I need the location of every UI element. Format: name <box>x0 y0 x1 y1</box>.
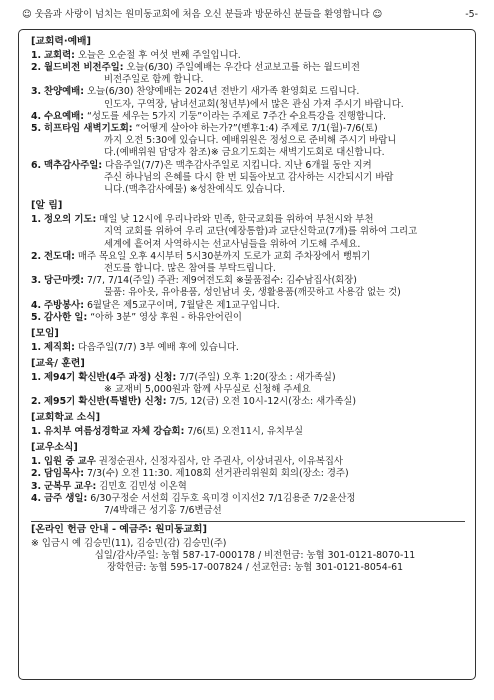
item-label: 감사한 일: <box>44 311 88 323</box>
item-list <box>31 456 465 517</box>
list-item <box>31 123 465 160</box>
list-item <box>31 50 465 62</box>
item-number: 6. <box>31 159 42 171</box>
page-header <box>22 9 478 23</box>
item-body <box>44 372 465 396</box>
welcome-tagline: ☺ 웃음과 사랑이 넘치는 원미동교회에 처음 오신 분들과 방문하신 분들을 환영합니다 ☺ <box>22 9 383 20</box>
item-label: 담임목사: <box>44 468 84 480</box>
list-item <box>31 300 465 312</box>
item-line <box>44 372 465 384</box>
item-label: 당근마켓: <box>44 275 84 287</box>
item-line <box>44 184 465 196</box>
item-body <box>44 481 465 493</box>
list-item <box>31 396 465 408</box>
item-label: 금주 생일: <box>44 492 88 504</box>
item-line <box>44 147 465 159</box>
item-line <box>44 493 465 505</box>
item-text: 지역 교회를 위하여 우리 교단(예장통합)과 교단신학교(7개)를 위하여 그리고 <box>104 226 418 238</box>
item-line <box>44 123 465 135</box>
list-item <box>31 111 465 123</box>
item-label: 맥추감사주일: <box>44 159 103 171</box>
section-education <box>31 358 465 408</box>
item-label: 입원 중 교우 <box>44 456 96 468</box>
item-line <box>44 384 465 396</box>
item-text: 다음주일(7/7) 3부 예배 후에 있습니다. <box>77 341 239 353</box>
item-number: 1. <box>31 456 42 468</box>
item-number: 3. <box>31 86 42 98</box>
item-text: 7/4박래근 성기홍 7/6변금선 <box>104 504 222 516</box>
item-label: 주방봉사: <box>44 299 84 311</box>
item-label: 히프타임 새벽기도회: <box>44 123 133 135</box>
item-line <box>44 251 465 263</box>
item-text: 매주 목요일 오후 4시부터 5시30분까지 도로가 교회 주차장에서 뻥튀기 <box>77 250 371 262</box>
section-title: [교회력·예배] <box>31 36 91 47</box>
item-text: 세계에 흩어져 사역하시는 선교사님들을 위하여 기도해 주세요. <box>104 238 361 250</box>
item-line <box>44 86 465 98</box>
item-body <box>44 214 465 251</box>
item-line <box>44 99 465 111</box>
item-line <box>44 300 465 312</box>
item-body <box>44 62 465 86</box>
item-number: 2. <box>31 61 42 73</box>
item-text: ※ 교재비 5,000원과 함께 사무실로 신청해 주세요 <box>104 383 311 395</box>
item-list <box>31 426 465 438</box>
item-body <box>44 456 465 468</box>
section-title: [모임] <box>31 328 59 340</box>
offering-note: ※ 입금시 예 김승민(11), 김승민(감) 김승민(주) <box>31 537 227 549</box>
item-body <box>44 396 465 408</box>
account-line: 십일/감사/주일: 농협 587-17-000178 / 비전헌금: 농협 301-0121-8070-11 <box>94 550 416 562</box>
item-text: 오늘(6/30) 찬양예배는 2024년 전반기 새가족 환영회로 드립니다. <box>86 86 360 98</box>
item-text: “어떻게 살아야 하는가?”(벧후1:4) 주제로 7/1(월)-7/6(토) <box>135 123 378 135</box>
item-line <box>44 111 465 123</box>
item-body <box>44 86 465 110</box>
list-item <box>31 456 465 468</box>
item-text: 7/7, 7/14(주일) 주관: 제9여전도회 ※물품접수: 김수남집사(회장) <box>86 275 357 287</box>
item-text: 인도자, 구역장, 남녀선교회(청년부)에서 많은 관심 가져 주시기 바랍니다. <box>104 98 404 110</box>
item-line <box>44 456 465 468</box>
item-label: 군복무 교우: <box>44 480 97 492</box>
item-line <box>44 172 465 184</box>
item-text: 7/3(수) 오전 11:30. 제108회 선거관리위원회 회의(장소: 경주) <box>86 468 349 480</box>
item-number: 3. <box>31 275 42 287</box>
item-body <box>44 468 465 480</box>
item-text: 다음주일(7/7)은 맥추감사주일로 지킵니다. 지난 6개월 동안 지켜 <box>105 159 372 171</box>
item-text: 전도를 합니다. 많은 참여를 부탁드립니다. <box>104 262 276 274</box>
item-body <box>44 275 465 299</box>
item-number: 3. <box>31 480 42 492</box>
list-item <box>31 493 465 517</box>
item-text: 물품: 유아옷, 유아용품, 성인남녀 옷, 생활용품(깨끗하고 사용감 없는 것) <box>104 287 401 299</box>
item-text: “아하 3분” 영상 후원 - 하유안어린이 <box>90 311 242 323</box>
item-label: 교회력: <box>44 49 75 61</box>
item-line <box>44 160 465 172</box>
item-text: 권정순권사, 신정자집사, 안 주권사, 이상녀권사, 이유복집사 <box>98 456 343 468</box>
item-number: 5. <box>31 311 42 323</box>
item-line <box>44 74 465 86</box>
item-body <box>44 111 465 123</box>
item-label: 찬양예배: <box>44 86 84 98</box>
item-text: 7/6(토) 오전11시, 유치부실 <box>187 426 304 438</box>
item-label: 월드비전 비전주일: <box>44 61 124 73</box>
list-item <box>31 275 465 299</box>
list-item <box>31 481 465 493</box>
section-title: [알 림] <box>31 200 63 212</box>
item-text: 주신 하나님의 은혜를 다시 한 번 되돌아보고 감사하는 시간되시기 바랍 <box>104 171 394 183</box>
list-item <box>31 251 465 275</box>
item-number: 4. <box>31 110 42 122</box>
list-item <box>31 86 465 110</box>
item-text: 오늘(6/30) 주일예배는 우간다 선교보고를 하는 월드비전 <box>126 61 360 73</box>
item-line <box>44 426 465 438</box>
bulletin-frame <box>18 29 476 680</box>
item-line <box>44 396 465 408</box>
section-title: [교우소식] <box>31 442 78 454</box>
item-line <box>44 50 465 62</box>
section-members <box>31 442 465 517</box>
section-offering <box>31 524 465 574</box>
item-text: “성도를 세우는 5가지 기둥”이라는 주제로 7주간 수요특강을 진행합니다. <box>86 110 387 122</box>
item-body <box>44 342 465 354</box>
section-title: [교회학교 소식] <box>31 412 101 424</box>
item-number: 4. <box>31 492 42 504</box>
item-text: 6/30구정순 서선희 김두호 육미경 이지선2 7/1김용준 7/2윤산정 <box>90 492 356 504</box>
item-label: 제95기 확신반(특별반) 신청: <box>44 396 167 408</box>
item-line <box>44 239 465 251</box>
section-notice <box>31 200 465 324</box>
item-body <box>44 251 465 275</box>
item-text: 7/5, 12(금) 오전 10시-12시(장소: 새가족실) <box>169 396 357 408</box>
item-label: 유치부 여름성경학교 자체 강습회: <box>44 426 185 438</box>
item-body <box>44 50 465 62</box>
item-text: 비전주일로 함께 합니다. <box>104 74 204 86</box>
list-item <box>31 62 465 86</box>
item-label: 전도대: <box>44 250 75 262</box>
item-line <box>44 287 465 299</box>
item-body <box>44 300 465 312</box>
item-body <box>44 312 465 324</box>
item-list <box>31 50 465 197</box>
item-body <box>44 493 465 517</box>
item-text: 니다.(맥추감사예물) ※성찬예식도 있습니다. <box>104 184 286 196</box>
item-line <box>44 263 465 275</box>
item-text: 6월달은 제5교구이며, 7월달은 제1교구입니다. <box>86 299 280 311</box>
item-number: 4. <box>31 299 42 311</box>
item-line <box>44 226 465 238</box>
item-text: 다.(예배위원 담당자 참조)※ 금요기도회는 새벽기도회로 대신합니다. <box>104 147 385 159</box>
item-line <box>44 505 465 517</box>
item-line <box>44 342 465 354</box>
item-text: 매일 낮 12시에 우리나라와 민족, 한국교회를 위하여 부천시와 부천 <box>99 214 374 226</box>
item-number: 2. <box>31 250 42 262</box>
item-body <box>44 123 465 160</box>
list-item <box>31 468 465 480</box>
section-school <box>31 412 465 438</box>
item-label: 제직회: <box>44 341 75 353</box>
item-number: 1. <box>31 341 42 353</box>
item-number: 5. <box>31 123 42 135</box>
divider <box>31 521 465 522</box>
item-list <box>31 342 465 354</box>
item-label: 정오의 기도: <box>44 214 97 226</box>
item-line <box>44 468 465 480</box>
item-text: 오늘은 오순절 후 여섯 번째 주일입니다. <box>77 49 241 61</box>
item-line <box>44 481 465 493</box>
item-number: 1. <box>31 214 42 226</box>
item-line <box>44 312 465 324</box>
list-item <box>31 426 465 438</box>
item-text: 김민호 김민성 이온혁 <box>99 480 187 492</box>
page-number: -5- <box>465 9 478 20</box>
section-worship <box>31 36 465 196</box>
item-number: 2. <box>31 396 42 408</box>
section-title: [온라인 헌금 안내 - 예금주: 원미동교회] <box>31 524 207 536</box>
item-body <box>44 426 465 438</box>
item-label: 수요예배: <box>44 110 84 122</box>
section-meeting <box>31 328 465 354</box>
item-number: 2. <box>31 468 42 480</box>
item-label: 제94기 확신반(4주 과정) 신청: <box>44 371 177 383</box>
item-number: 1. <box>31 49 42 61</box>
item-line <box>44 62 465 74</box>
item-text: 7/7(주일) 오후 1:20(장소 : 새가족실) <box>179 371 336 383</box>
item-list <box>31 372 465 409</box>
item-list <box>31 214 465 324</box>
item-number: 1. <box>31 426 42 438</box>
list-item <box>31 342 465 354</box>
item-line <box>44 214 465 226</box>
list-item <box>31 214 465 251</box>
list-item <box>31 372 465 396</box>
item-body <box>44 160 465 197</box>
item-text: 까지 오전 5:30에 있습니다. 예배위원은 정성으로 준비해 주시기 바랍니 <box>104 135 397 147</box>
account-line: 장학헌금: 농협 595-17-007824 / 선교헌금: 농협 301-0121-8054-61 <box>106 562 404 574</box>
list-item <box>31 312 465 324</box>
list-item <box>31 160 465 197</box>
item-line <box>44 275 465 287</box>
section-title: [교육/ 훈련] <box>31 358 85 370</box>
item-line <box>44 135 465 147</box>
item-number: 1. <box>31 371 42 383</box>
